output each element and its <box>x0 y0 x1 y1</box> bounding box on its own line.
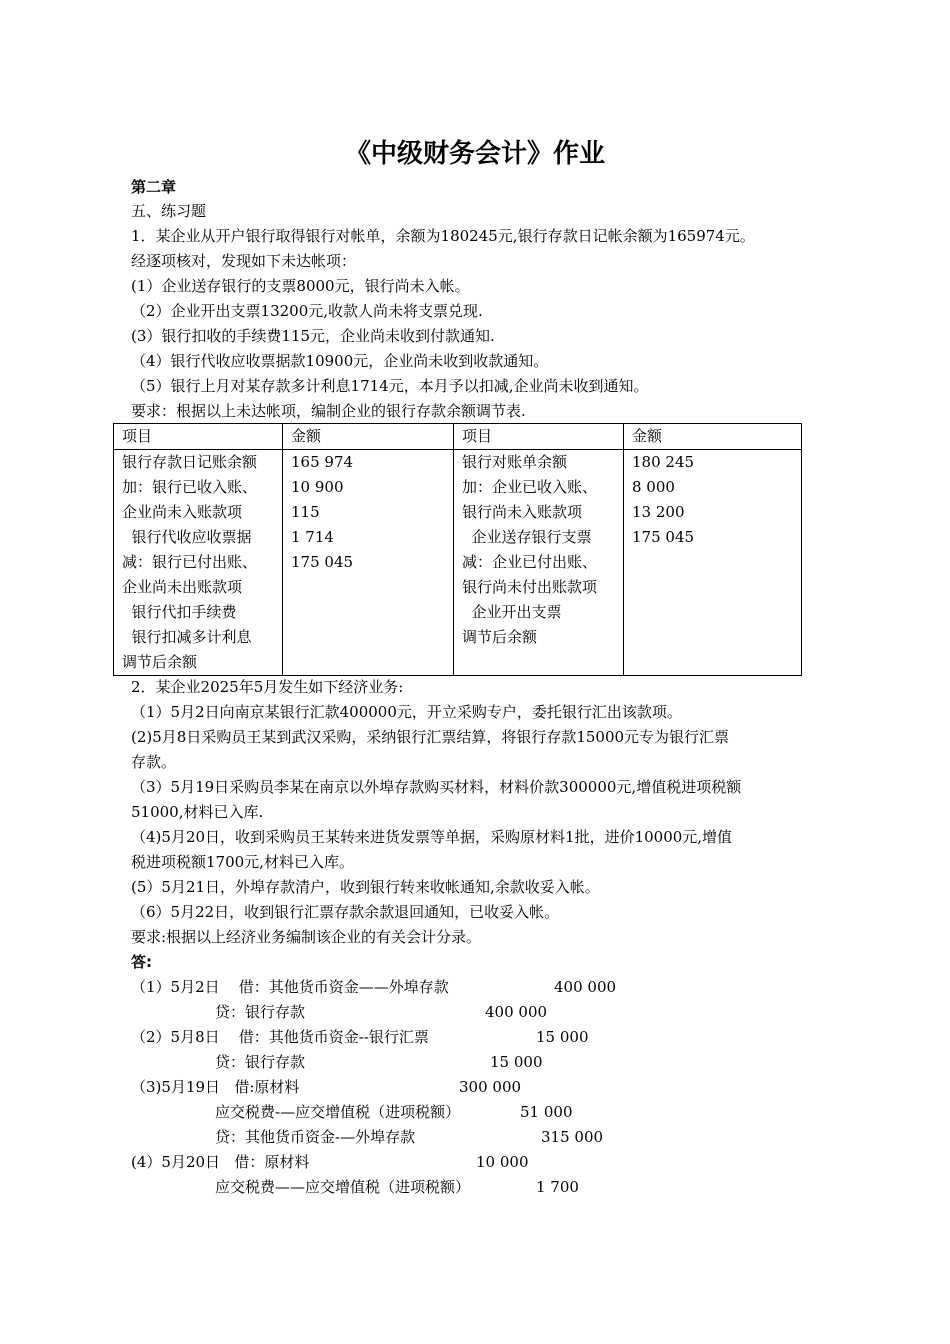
table-header-cell: 项目 <box>454 424 624 450</box>
q2-line: (2)5月8日采购员王某到武汉采购，采纳银行汇票结算，将银行存款15000元专为银行汇票 <box>131 728 730 746</box>
table-cell-line: 银行存款日记账余额 <box>122 453 258 471</box>
journal-entry-text: （1）5月2日 借：其他货币资金——外埠存款 <box>131 978 449 996</box>
journal-entry-text: (4）5月20日 借：原材料 <box>131 1153 310 1171</box>
journal-entry-amount: 315 000 <box>541 1128 604 1146</box>
table-cell-line: 银行扣减多计利息 <box>122 628 252 646</box>
journal-entry-text: 应交税费——应交增值税（进项税额） <box>215 1178 471 1196</box>
q1-item: （5）银行上月对某存款多计利息1714元，本月予以扣减,企业尚未收到通知。 <box>131 377 649 395</box>
table-cell-line: 企业尚未入账款项 <box>122 503 243 521</box>
table-cell-line: 银行代收应收票据 <box>122 528 252 546</box>
q1-item: （2）企业开出支票13200元,收款人尚未将支票兑现. <box>131 302 483 320</box>
journal-entry-text: 贷：银行存款 <box>215 1053 306 1071</box>
table-cell-line: 调节后余额 <box>122 653 198 671</box>
journal-entry-text: 贷：其他货币资金-—外埠存款 <box>215 1128 416 1146</box>
table-header-cell: 金额 <box>283 424 454 450</box>
journal-entry-amount: 15 000 <box>536 1028 589 1046</box>
journal-entry-amount: 10 000 <box>476 1153 529 1171</box>
section-heading: 五、练习题 <box>131 202 207 220</box>
q2-line: （1）5月2日向南京某银行汇款400000元，开立采购专户，委托银行汇出该款项。 <box>131 703 682 721</box>
q2-line: （6）5月22日，收到银行汇票存款余款退回通知，已收妥入帐。 <box>131 903 560 921</box>
table-cell-line: 165 974 <box>291 453 354 471</box>
q1-item: (1）企业送存银行的支票8000元，银行尚未入帐。 <box>131 277 470 295</box>
journal-entry-amount: 400 000 <box>485 1003 548 1021</box>
q1-requirement: 要求：根据以上未达帐项，编制企业的银行存款余额调节表. <box>131 402 526 420</box>
journal-entry-text: （2）5月8日 借：其他货币资金--银行汇票 <box>131 1028 429 1046</box>
q2-line: 存款。 <box>131 753 177 771</box>
table-cell-line: 银行对账单余额 <box>462 453 568 471</box>
table-row <box>114 450 802 676</box>
q1-intro-line: 经逐项核对，发现如下未达帐项： <box>131 252 357 270</box>
table-cell-line: 加：企业已收入账、 <box>462 478 598 496</box>
table-header-row <box>114 424 802 450</box>
table-cell-line: 115 <box>291 503 320 521</box>
table-cell-line: 175 045 <box>291 553 354 571</box>
q2-line: 税进项税额1700元,材料已入库。 <box>131 853 354 871</box>
reconciliation-table <box>113 423 802 676</box>
table-cell-line: 企业送存银行支票 <box>462 528 592 546</box>
q2-line: (5）5月21日，外埠存款清户，收到银行转来收帐通知,余款收妥入帐。 <box>131 878 600 896</box>
table-cell-line: 13 200 <box>632 503 685 521</box>
table-cell-line: 银行代扣手续费 <box>122 603 237 621</box>
answer-label: 答: <box>131 953 152 971</box>
journal-entry-text: （3)5月19日 借:原材料 <box>131 1078 300 1096</box>
table-cell-line: 企业尚未出账款项 <box>122 578 243 596</box>
journal-entry-amount: 51 000 <box>520 1103 573 1121</box>
table-cell-line: 10 900 <box>291 478 344 496</box>
table-cell-line: 减：银行已付出账、 <box>122 553 258 571</box>
q2-line: （3）5月19日采购员李某在南京以外埠存款购买材料，材料价款300000元,增值税进项税额 <box>131 778 742 796</box>
chapter-heading: 第二章 <box>131 178 177 196</box>
table-cell-amounts-left <box>283 450 454 676</box>
q2-intro: 2．某企业2025年5月发生如下经济业务: <box>131 678 404 696</box>
journal-entry-text: 应交税费-—应交增值税（进项税额） <box>215 1103 461 1121</box>
table-cell-items-left <box>114 450 283 676</box>
table-cell-line: 银行尚未入账款项 <box>462 503 583 521</box>
table-cell-line: 8 000 <box>632 478 675 496</box>
q1-item: (3）银行扣收的手续费115元，企业尚未收到付款通知. <box>131 327 495 345</box>
journal-entry-amount: 300 000 <box>459 1078 522 1096</box>
table-cell-line: 调节后余额 <box>462 628 538 646</box>
journal-entry-text: 贷：银行存款 <box>215 1003 306 1021</box>
table-cell-line: 减：企业已付出账、 <box>462 553 598 571</box>
q2-line: （4)5月20日，收到采购员王某转来进货发票等单据，采购原材料1批，进价10000元,增值 <box>131 828 733 846</box>
table-cell-line: 180 245 <box>632 453 695 471</box>
table-cell-line: 银行尚未付出账款项 <box>462 578 598 596</box>
journal-entry-amount: 15 000 <box>490 1053 543 1071</box>
journal-entry-amount: 400 000 <box>554 978 617 996</box>
q2-line: 要求:根据以上经济业务编制该企业的有关会计分录。 <box>131 928 482 946</box>
q1-intro-line: 1．某企业从开户银行取得银行对帐单，余额为180245元,银行存款日记帐余额为165974元。 <box>131 227 755 245</box>
table-cell-line: 加：银行已收入账、 <box>122 478 258 496</box>
journal-entry-amount: 1 700 <box>536 1178 579 1196</box>
table-header-cell: 项目 <box>114 424 283 450</box>
table-cell-line: 1 714 <box>291 528 334 546</box>
table-cell-amounts-right <box>624 450 802 676</box>
q1-item: （4）银行代收应收票据款10900元，企业尚未收到收款通知。 <box>131 352 549 370</box>
page-title: 《中级财务会计》作业 <box>344 139 605 169</box>
table-cell-line: 175 045 <box>632 528 695 546</box>
table-header-cell: 金额 <box>624 424 802 450</box>
q2-line: 51000,材料已入库. <box>131 803 264 821</box>
table-cell-line: 企业开出支票 <box>462 603 562 621</box>
table-cell-items-right <box>454 450 624 676</box>
